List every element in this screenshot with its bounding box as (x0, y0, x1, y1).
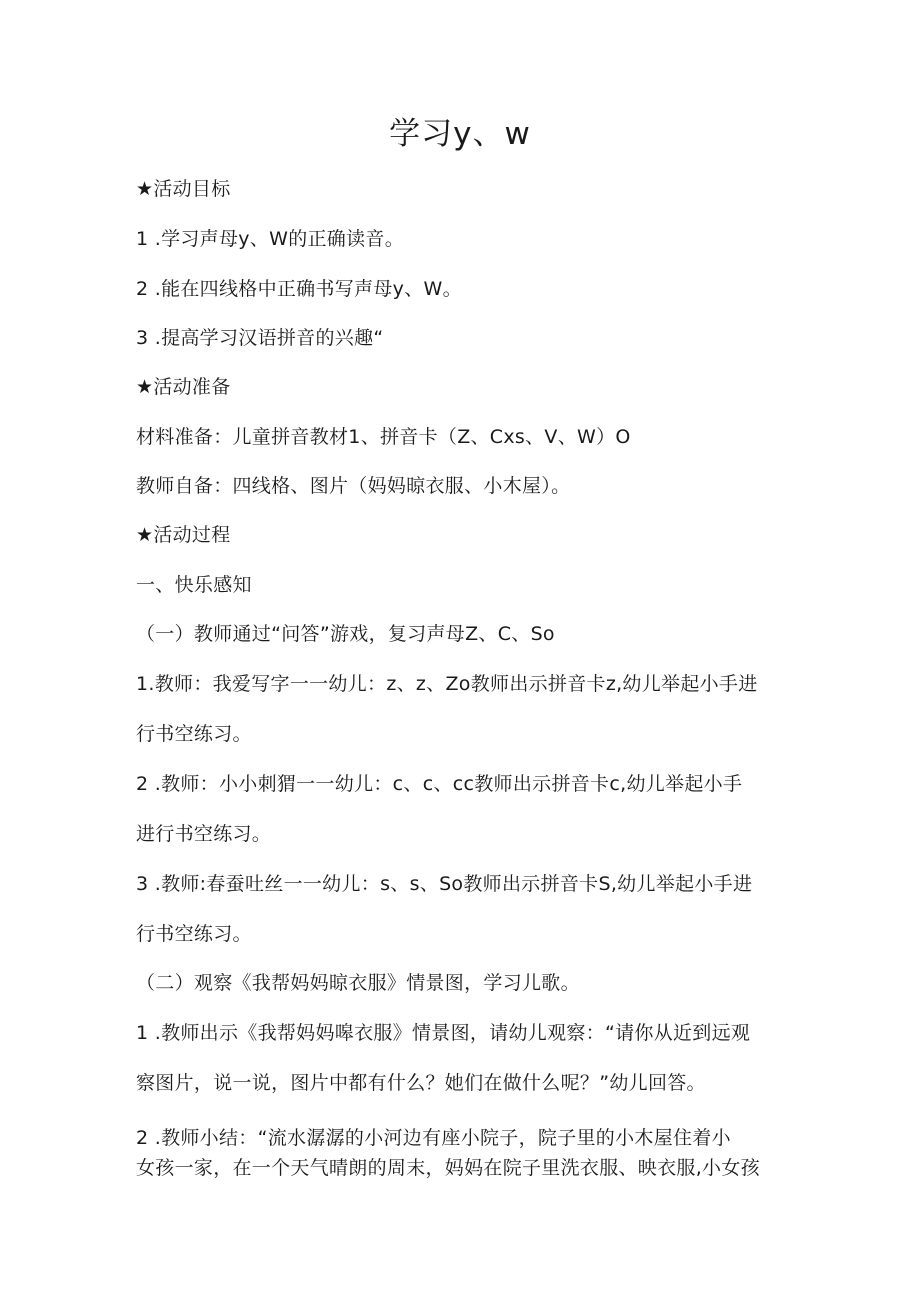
paragraph-line: 女孩一家，在一个天气晴朗的周末，妈妈在院子里洗衣服、映衣服,小女孩 (136, 1157, 760, 1179)
paragraph-line: 1 .教师出示《我帮妈妈嗥衣服》情景图，请幼儿观察：“请你从近到远观 (136, 1022, 751, 1044)
preparation-materials: 材料准备：儿童拼音教材1、拼音卡（Z、Cxs、V、W）O (136, 426, 631, 448)
section-heading-preparation: ★活动准备 (136, 376, 231, 398)
goal-item-1: 1 .学习声母y、W的正确读音。 (136, 228, 404, 250)
paragraph-line: 察图片，说一说，图片中都有什么？她们在做什么呢？”幼儿回答。 (136, 1072, 706, 1094)
paragraph-line: 3 .教师:春蚕吐丝一一幼儿：s、s、So教师出示拼音卡S,幼儿举起小手进 (136, 873, 753, 895)
paragraph-line: 行书空练习。 (136, 923, 252, 945)
subsection-heading-observation: （二）观察《我帮妈妈晾衣服》情景图，学习儿歌。 (136, 972, 580, 994)
goal-item-3: 3 .提高学习汉语拼音的兴趣“ (136, 327, 384, 349)
document-title: 学习y、w (389, 116, 531, 152)
preparation-teacher: 教师自备：四线格、图片（妈妈晾衣服、小木屋）。 (136, 475, 571, 497)
paragraph-line: 2 .教师：小小刺猬一一幼儿：c、c、cc教师出示拼音卡c,幼儿举起小手 (136, 773, 743, 795)
paragraph-line: 2 .教师小结：“流水潺潺的小河边有座小院子，院子里的小木屋住着小 (136, 1127, 731, 1149)
subsection-heading-qa-game: （一）教师通过“问答”游戏，复习声母Z、C、So (136, 623, 555, 645)
section-heading-goals: ★活动目标 (136, 178, 231, 200)
paragraph-line: 1.教师：我爱写字一一幼儿：z、z、Zo教师出示拼音卡z,幼儿举起小手进 (136, 673, 758, 695)
paragraph-line: 进行书空练习。 (136, 823, 272, 845)
goal-item-2: 2 .能在四线格中正确书写声母y、W。 (136, 278, 462, 300)
subsection-heading-perception: 一、快乐感知 (136, 574, 252, 596)
section-heading-process: ★活动过程 (136, 524, 231, 546)
paragraph-line: 行书空练习。 (136, 723, 252, 745)
